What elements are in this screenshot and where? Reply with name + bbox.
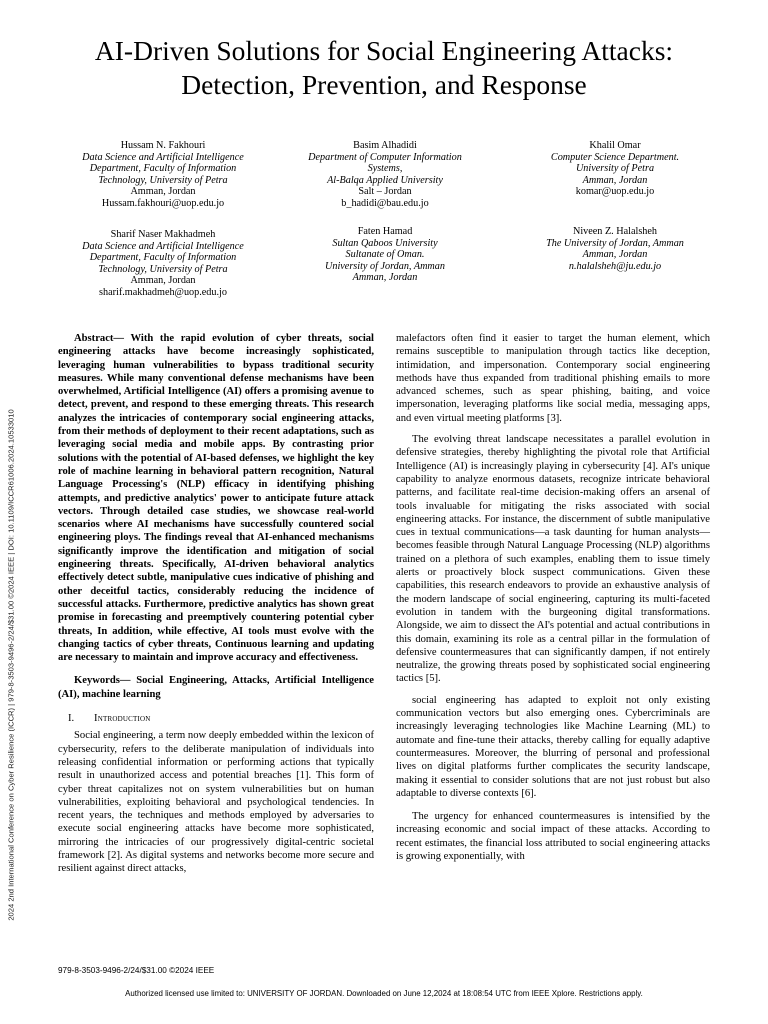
body-paragraph-3: social engineering has adapted to exploit not only existing communication vectors but also emerging ones. Cybercriminals are increasingly leveraging technologies like Machine Learning (ML) to automate and fine-tune their attacks, thereby calling for equally adaptive countermeasures. Moreover, the blurring of personal and professional lives on digital platforms further complicates the security landscape, making it essential to consider solutions that are not just robust but also adaptable to diverse contexts [6]. xyxy=(396,694,710,799)
author-affiliation: Department, Faculty of Information xyxy=(89,163,237,175)
author-affiliation: Technology, University of Petra xyxy=(98,174,228,186)
author-affiliation: Amman, Jordan xyxy=(352,272,418,284)
body-paragraph-2: The evolving threat landscape necessitates a parallel evolution in defensive strategies, thereby highlighting the pivotal role that Artificial Intelligence (AI) is increasingly playing in cybersecurity [4]. AI's unique capability to analyze enormous datasets, recognize intricate behavioral patterns, and facilitate real-time decision-making offers an arsenal of tools invaluable for mitigating the risks associated with social engineering attacks. For instance, the discernment of subtle manipulative cues in textual communications—a task daunting for human analysts—becomes feasible through Natural Language Processing (NLP) algorithms trained on a plethora of such examples, enabling them to issue timely alerts or proactively block suspect communications. Given these capabilities, this research endeavors to provide an exhaustive analysis of the modern landscape of social engineering, capturing its multi-faceted evolution in tandem with the burgeoning digital transformations. Alongside, we aim to dissect the AI's potential and actual contributions in this domain, examining its role as a central pillar in the formulation of defensive countermeasures that can significantly dampen, if not entirely neutralize, the growing threats posed by sophisticated social engineering tactics [5]. xyxy=(396,434,710,685)
author-affiliation: University of Jordan, Amman xyxy=(325,260,445,272)
author-affiliation: University of Petra xyxy=(575,163,655,175)
section-number: I. xyxy=(68,713,75,725)
author-name: Sharif Naser Makhadmeh xyxy=(110,229,216,240)
author-affiliation: Sultan Qaboos University xyxy=(332,237,438,249)
body-paragraph-4: The urgency for enhanced countermeasures is intensified by the increasing economic and social impact of these attacks. According to recent estimates, the financial loss attributed to social engineering attacks is growing exponentially, with xyxy=(396,811,710,862)
authorized-use-notice: Authorized licensed use limited to: UNIVERSITY OF JORDAN. Downloaded on June 12,2024 at 18:08:54 UTC from IEEE Xplore. Restrictions apply. xyxy=(125,989,643,998)
author-block-6 xyxy=(510,226,720,272)
title-line-1: AI-Driven Solutions for Social Engineering Attacks: xyxy=(94,35,674,66)
author-name: Khalil Omar xyxy=(589,140,641,151)
author-name: Basim Alhadidi xyxy=(353,140,417,151)
author-affiliation: Sultanate of Oman. xyxy=(345,249,425,261)
author-name: Niveen Z. Halalsheh xyxy=(572,226,658,237)
author-affiliation: Department of Computer Information xyxy=(308,151,462,163)
intro-paragraph-1: Social engineering, a term now deeply embedded within the lexicon of cybersecurity, refers to the deliberate manipulation of individuals into releasing confidential information or performing actions that typically result in unauthorized access and potential breaches [1]. This form of cyber threat capitalizes not on system vulnerabilities but on human vulnerabilities, exploiting behavioral and psychological tendencies. In recent years, the techniques and methods employed by adversaries to execute social engineering attacks have become more sophisticated, mirroring the intricacies of our progressively digital-centric societal framework [2]. As digital systems and networks become more secure and resilient against direct attacks, xyxy=(58,730,374,875)
author-affiliation: Systems, xyxy=(367,163,403,175)
author-block-2 xyxy=(280,140,490,210)
author-name: Hussam N. Fakhouri xyxy=(120,140,206,151)
section-title: Introduction xyxy=(94,713,151,725)
author-email: n.halalsheh@ju.edu.jo xyxy=(568,260,662,272)
title-line-2: Detection, Prevention, and Response xyxy=(181,69,587,100)
author-affiliation: Computer Science Department. xyxy=(550,151,680,163)
abstract: Abstract— With the rapid evolution of cyber threats, social engineering attacks have become increasingly sophisticated, leveraging human vulnerabilities to bypass traditional security measures. While many conventional defense mechanisms have been overwhelmed, Artificial Intelligence (AI) offers a promising avenue to detect, prevent, and respond to these emerging threats. This research analyzes the intricacies of contemporary social engineering attacks, from their methods of deployment to their recent adaptations, such as leveraging social media and mobile apps. By contrasting prior solutions with the potential of AI-based defenses, we highlight the key role of machine learning in behavioral pattern recognition, Natural Language Processing's (NLP) efficacy in identifying phishing attempts, and predictive analytics' power to anticipate future attack vectors. Through detailed case studies, we showcase real-world scenarios where AI mechanisms have successfully countered social engineering ploys. The findings reveal that AI-enhanced mechanisms significantly improve the identification and mitigation of social engineering threats. Specifically, AI-driven behavioral analytics effectively detect subtle, manipulative cues indicative of phishing and other deceitful tactics, considerably reducing the incidence of successful attacks. Furthermore, predictive analytics has shown great promise in forecasting and preemptively countering potential cyber threats, In addition, while effective, AI tools must evolve with the changing tactics of cyber threats, Continuous learning and updating are necessary to maintain and improve accuracy and effectiveness. xyxy=(58,333,374,664)
author-affiliation: Technology, University of Petra xyxy=(98,263,228,275)
author-affiliation: Al-Balqa Applied University xyxy=(327,174,443,186)
author-location: Amman, Jordan xyxy=(130,275,196,287)
author-affiliation: Data Science and Artificial Intelligence xyxy=(82,151,244,163)
author-block-5 xyxy=(280,226,490,284)
author-email: Hussam.fakhouri@uop.edu.jo xyxy=(101,197,225,209)
author-email: b_hadidi@bau.edu.jo xyxy=(341,197,429,209)
author-block-3 xyxy=(510,140,720,198)
author-block-4 xyxy=(58,229,268,299)
author-email: sharif.makhadmeh@uop.edu.jo xyxy=(99,286,227,298)
author-affiliation: Department, Faculty of Information xyxy=(89,252,237,264)
right-column xyxy=(396,332,710,863)
conference-sidebar-text: 2024 2nd International Conference on Cyber Resilience (ICCR) | 979-8-3503-9496-2/24/$31.00 ©2024 IEEE | DOI: 10.1109/ICCR61006.2024.10533010 xyxy=(6,409,16,921)
author-name: Faten Hamad xyxy=(357,226,413,237)
author-block-1 xyxy=(58,140,268,210)
left-column xyxy=(58,332,374,876)
conference-sidebar xyxy=(2,350,20,980)
copyright-footer: 979-8-3503-9496-2/24/$31.00 ©2024 IEEE xyxy=(58,966,215,975)
paper-title xyxy=(40,34,728,102)
author-affiliation: The University of Jordan, Amman xyxy=(546,237,684,249)
author-affiliation: Data Science and Artificial Intelligence xyxy=(82,240,244,252)
section-heading-introduction xyxy=(58,712,374,725)
keywords: Keywords— Social Engineering, Attacks, Artificial Intelligence (AI), machine learning xyxy=(58,675,374,700)
body-paragraph-1: malefactors often find it easier to target the human element, which remains susceptible to manipulation through tactics like deception, intimidation, and impersonation. Contemporary social engineering methods have thus expanded from traditional phishing emails to more advanced schemes, such as spear phishing, baiting, and voice impersonation, leveraging platforms like social media, messaging apps, and even virtual meeting platforms [3]. xyxy=(396,333,710,424)
author-location: Amman, Jordan xyxy=(130,186,196,198)
author-email: komar@uop.edu.jo xyxy=(575,186,655,198)
author-affiliation: Amman, Jordan xyxy=(582,174,648,186)
author-affiliation: Amman, Jordan xyxy=(582,249,648,261)
author-location: Salt – Jordan xyxy=(358,186,412,198)
